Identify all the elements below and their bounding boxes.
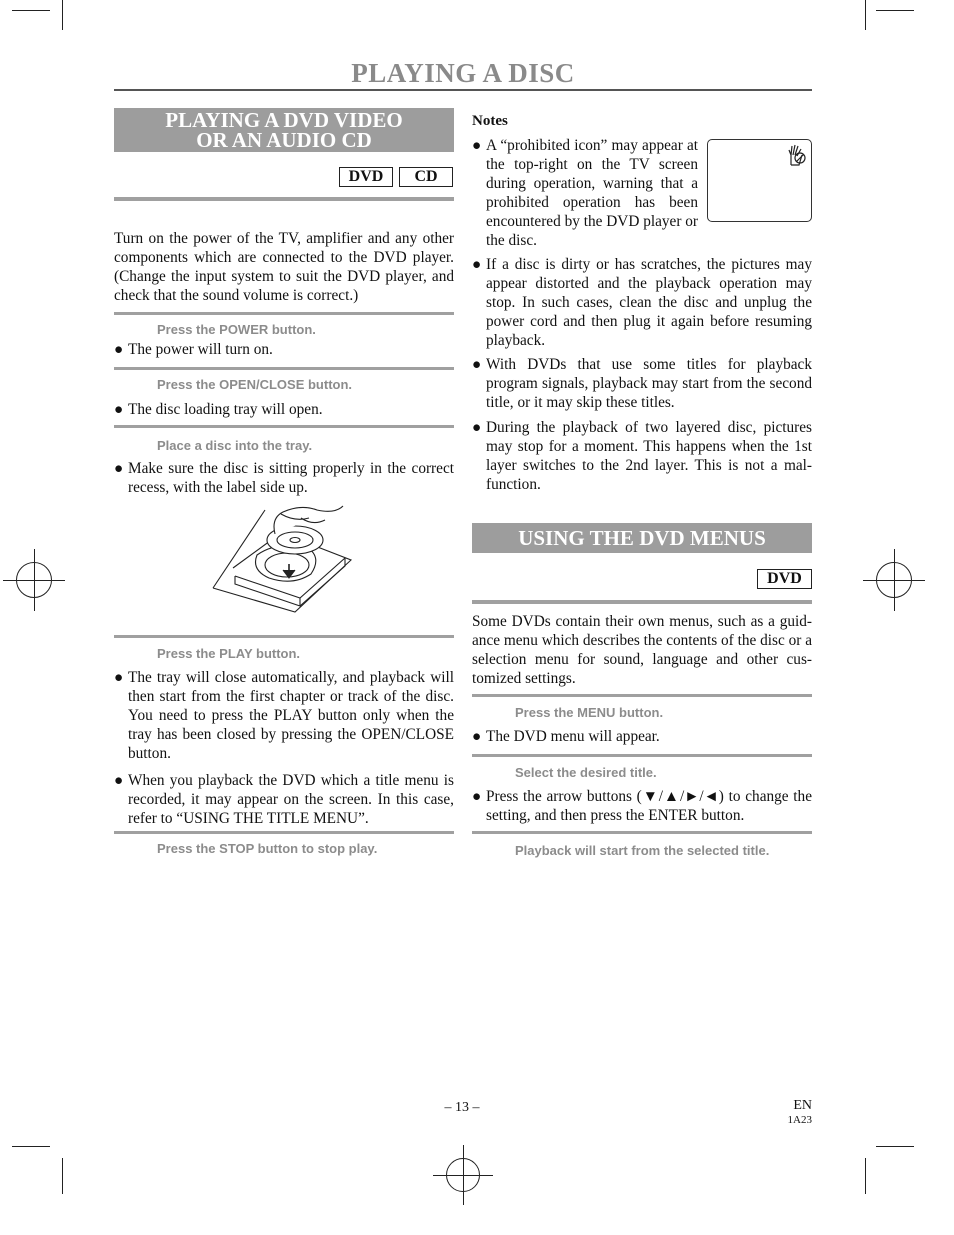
intro-paragraph: Turn on the power of the TV, amplifier and any other components which are connected to the DVD player. (Change the input system to suit the DVD player, and check that the sound volume is correct.): [114, 230, 454, 304]
step-stop: Press the STOP button to stop play.: [157, 841, 378, 856]
model-code: 1A23: [787, 1114, 812, 1126]
notes-heading: Notes: [472, 113, 508, 129]
bullet-text: Press the arrow buttons (▼/▲/►/◄) to change the setting, and then press the ENTER button.: [486, 788, 812, 824]
bullet-text: Make sure the disc is sitting properly in the correct recess, with the label side up.: [128, 460, 454, 496]
step-rule: [472, 694, 812, 697]
title-rule: [114, 89, 812, 91]
bullet-text: With DVDs that use some titles for playback program signals, playback may start from the second title, or it may skip these titles.: [486, 356, 812, 411]
step-power-bullet: [114, 340, 454, 359]
step-rule: [472, 754, 812, 757]
step-play-bullet-1: [114, 668, 454, 763]
step-place-disc: Place a disc into the tray.: [157, 438, 313, 453]
bullet-dot: ●: [472, 256, 482, 273]
step-open-close-bullet: [114, 400, 454, 419]
section-title-line2: OR AN AUDIO CD: [196, 128, 372, 152]
bullet-dot: ●: [472, 356, 482, 373]
bullet-text: If a disc is dirty or has scratches, the pictures may appear distorted and the playback operation may stop. In such cases, clean the disc and unplug the power cord and then plug it again before resuming playback.: [486, 256, 812, 349]
menus-intro-paragraph: Some DVDs contain their own menus, such as a guid-ance menu which describes the contents of the disc or a selection menu for sound, language and other cus-tomized settings.: [472, 613, 812, 687]
step-rule: [114, 831, 454, 834]
step-rule: [114, 425, 454, 428]
step-play: Press the PLAY button.: [157, 646, 301, 661]
step-place-disc-bullet: [114, 459, 454, 497]
note-dirty-disc: [472, 255, 812, 350]
step-rule: [114, 635, 454, 638]
crop-mark: [865, 1158, 866, 1194]
crop-mark: [865, 0, 866, 30]
language-code: EN: [793, 1098, 812, 1113]
bullet-dot: ●: [114, 669, 124, 686]
bullet-dot: ●: [114, 401, 124, 418]
note-prohibited-icon: [472, 136, 698, 250]
bullet-text: The power will turn on.: [128, 341, 273, 358]
disc-tray-illustration: [205, 500, 357, 620]
step-select-title: Select the desired title.: [515, 765, 657, 780]
bullet-dot: ●: [114, 341, 124, 358]
section-header-dvd-menus: USING THE DVD MENUS: [472, 523, 812, 553]
page-number: – 13 –: [444, 1100, 480, 1115]
step-power: Press the POWER button.: [157, 322, 316, 337]
crop-mark: [876, 10, 914, 11]
bullet-dot: ●: [472, 728, 482, 745]
bullet-text: During the playback of two layered disc, pictures may stop for a moment. This happens when the 1st layer switches to the 2nd layer. This is not a mal-function.: [486, 419, 812, 493]
prohibited-hand-icon: [785, 143, 807, 167]
note-layered-disc: [472, 418, 812, 494]
step-rule: [114, 312, 454, 315]
bullet-text: A “prohibited icon” may appear at the top-right on the TV screen during operation, warning that a prohibited operation has been encountered by the DVD player or the disc.: [486, 137, 698, 249]
bullet-text: The disc loading tray will open.: [128, 401, 323, 418]
cd-badge: CD: [399, 167, 453, 187]
section-rule: [472, 600, 812, 604]
bullet-text: The DVD menu will appear.: [486, 728, 660, 745]
step-select-title-bullet: [472, 787, 812, 825]
crop-mark: [12, 1146, 50, 1147]
registration-mark: [16, 562, 52, 598]
crop-mark: [62, 1158, 63, 1194]
step-menu: Press the MENU button.: [515, 705, 664, 720]
step-play-bullet-2: [114, 771, 454, 828]
crop-mark: [876, 1146, 914, 1147]
crop-mark: [62, 0, 63, 30]
bullet-text: When you playback the DVD which a title menu is recorded, it may appear on the screen. In this case, refer to “USING THE TITLE MENU”.: [128, 772, 454, 827]
step-open-close: Press the OPEN/CLOSE button.: [157, 377, 353, 392]
page-title: PLAYING A DISC: [351, 58, 575, 88]
section-rule: [114, 197, 454, 201]
step-menu-bullet: [472, 727, 812, 746]
registration-mark: [876, 562, 912, 598]
dvd-badge: DVD: [757, 569, 812, 589]
crop-mark: [12, 10, 50, 11]
bullet-dot: ●: [472, 419, 482, 436]
step-rule: [472, 831, 812, 834]
tv-screen-box: [707, 139, 812, 222]
step-rule: [114, 367, 454, 370]
bullet-text: The tray will close automatically, and playback will then start from the first chapter or track of the disc. You need to press the PLAY button only when the tray has been closed by pressing the OPEN/CLOSE button.: [128, 669, 454, 762]
bullet-dot: ●: [114, 772, 124, 789]
bullet-dot: ●: [472, 788, 482, 805]
registration-mark: [446, 1158, 480, 1192]
bullet-dot: ●: [114, 460, 124, 477]
step-playback-start: Playback will start from the selected title.: [515, 843, 770, 858]
note-titles: [472, 355, 812, 412]
section-title-line1: PLAYING A DVD VIDEO: [165, 108, 403, 132]
bullet-dot: ●: [472, 137, 482, 154]
dvd-badge: DVD: [339, 167, 393, 187]
section-header-playing-dvd: [114, 108, 454, 152]
